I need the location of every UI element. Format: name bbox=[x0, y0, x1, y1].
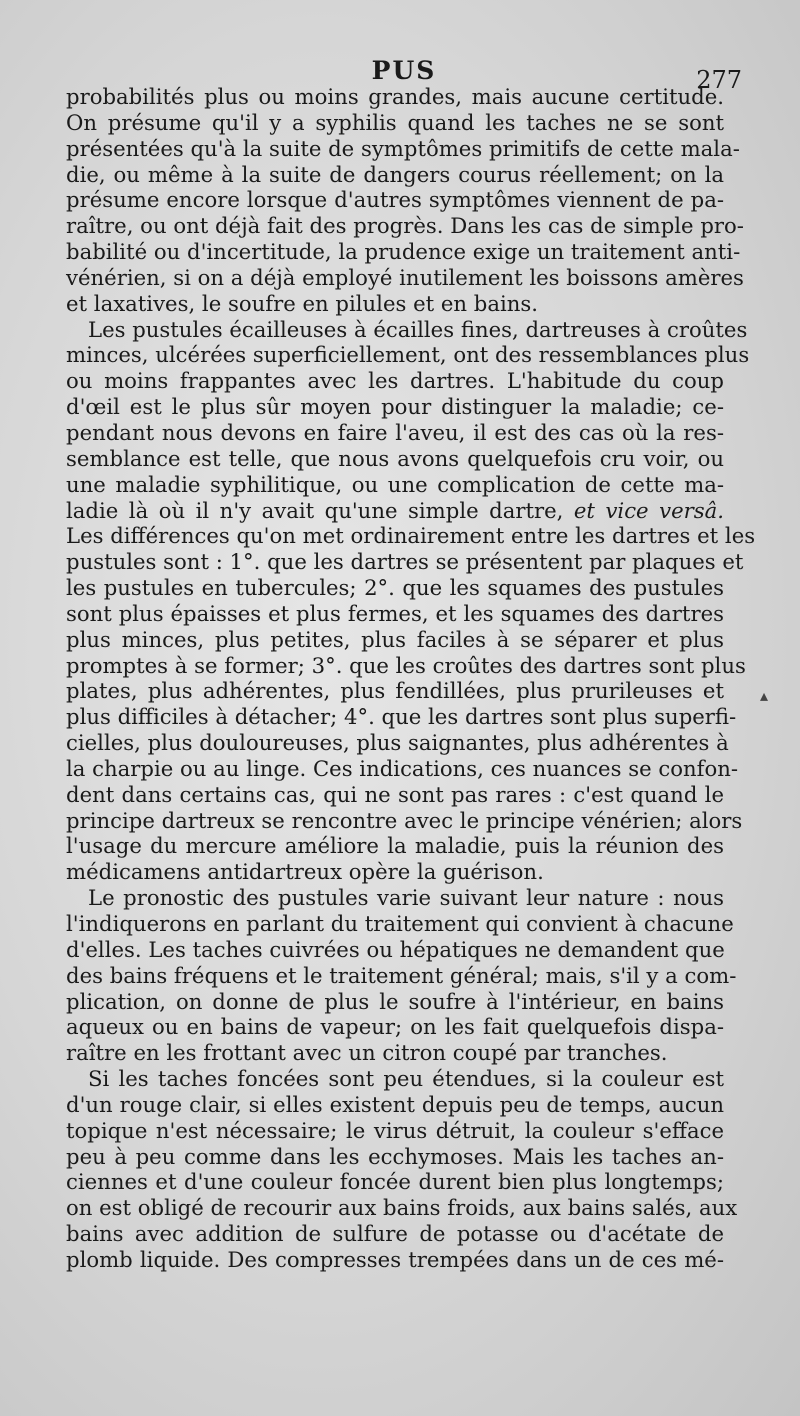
text-line bbox=[66, 420, 724, 446]
text-line bbox=[66, 472, 724, 498]
page-number: 277 bbox=[696, 66, 742, 94]
text-line bbox=[66, 1144, 724, 1170]
text-line-content: plication, on donne de plus le soufre à l'intérieur, en bains bbox=[66, 988, 724, 1014]
text-line-content: vénérien, si on a déjà employé inutilement les boissons amères bbox=[66, 264, 744, 290]
text-line-content: babilité ou d'incertitude, la prudence exige un traitement anti- bbox=[66, 239, 741, 265]
text-line bbox=[66, 601, 724, 627]
text-line-content: probabilités plus ou moins grandes, mais aucune certitude. bbox=[66, 84, 724, 109]
text-line bbox=[66, 110, 724, 136]
text-line bbox=[66, 911, 734, 937]
text-line bbox=[66, 1066, 724, 1092]
text-line-content: dent dans certains cas, qui ne sont pas rares : c'est quand le bbox=[66, 781, 724, 807]
text-line-content: peu à peu comme dans les ecchymoses. Mais les taches an- bbox=[66, 1143, 724, 1169]
text-line bbox=[66, 162, 724, 188]
text-line bbox=[66, 989, 724, 1015]
text-line-content: ladie là où il n'y avait qu'une simple dartre, bbox=[66, 497, 574, 523]
text-line-content: die, ou même à la suite de dangers courus réellement; on la bbox=[66, 161, 724, 187]
text-line bbox=[66, 291, 724, 317]
text-line-content: bains avec addition de sulfure de potasse ou d'acétate de bbox=[66, 1221, 724, 1247]
text-line-content: l'indiquerons en parlant du traitement qui convient à chacune bbox=[66, 911, 734, 936]
text-line bbox=[66, 135, 740, 162]
text-line bbox=[66, 678, 724, 704]
text-line bbox=[66, 652, 746, 679]
text-line-content: semblance est telle, que nous avons quelquefois cru voir, ou bbox=[66, 445, 724, 471]
text-line-content: minces, ulcérées superficiellement, ont des ressemblances plus bbox=[66, 342, 750, 368]
text-line-content: Le pronostic des pustules varie suivant leur nature : nous bbox=[88, 885, 724, 911]
text-line-content: topique n'est nécessaire; le virus détruit, la couleur s'efface bbox=[66, 1117, 724, 1143]
text-line-content: On présume qu'il y a syphilis quand les taches ne se sont bbox=[66, 109, 724, 135]
text-line-content: la charpie ou au linge. Ces indications, ces nuances se confon- bbox=[66, 755, 739, 781]
text-line-content: raître, ou ont déjà fait des progrès. Dans les cas de simple pro- bbox=[66, 213, 744, 239]
text-line-content: l'usage du mercure améliore la maladie, puis la réunion des bbox=[66, 833, 724, 859]
text-line-content: Les différences qu'on met ordinairement entre les dartres et les bbox=[66, 523, 756, 549]
text-line-content: présume encore lorsque d'autres symptômes viennent de pa- bbox=[66, 187, 724, 213]
body-text bbox=[66, 84, 756, 1273]
text-line bbox=[66, 1247, 724, 1273]
text-line-content: on est obligé de recourir aux bains froids, aux bains salés, aux bbox=[66, 1195, 738, 1221]
text-line-content: et laxatives, le soufre en pilules et en bains. bbox=[66, 290, 539, 316]
text-line bbox=[66, 859, 724, 885]
text-line bbox=[66, 239, 741, 265]
text-line-content: les pustules en tubercules; 2°. que les squames des pustules bbox=[66, 575, 724, 601]
text-line-content: principe dartreux se rencontre avec le principe vénérien; alors bbox=[66, 807, 743, 833]
text-line bbox=[66, 1118, 724, 1144]
text-line-content: plomb liquide. Des compresses trempées dans un de ces mé- bbox=[66, 1246, 724, 1272]
text-line bbox=[66, 1040, 724, 1066]
text-line bbox=[66, 264, 744, 291]
running-head: PUS bbox=[371, 56, 437, 85]
text-line-content: plus minces, plus petites, plus faciles à se séparer et plus bbox=[66, 626, 724, 652]
text-line bbox=[66, 704, 737, 730]
text-line bbox=[66, 782, 724, 808]
text-line-content: pendant nous devons en faire l'aveu, il est des cas où la res- bbox=[66, 419, 724, 445]
text-line bbox=[66, 368, 724, 394]
text-line-content: ou moins frappantes avec les dartres. L'habitude du coup bbox=[66, 368, 724, 394]
text-line-content: cielles, plus douloureuses, plus saignantes, plus adhérentes à bbox=[66, 730, 729, 756]
text-line-italic: et vice versâ. bbox=[573, 497, 724, 523]
text-line-content: plates, plus adhérentes, plus fendillées, plus prurileuses et bbox=[66, 678, 724, 704]
text-line-content: d'un rouge clair, si elles existent depuis peu de temps, aucun bbox=[66, 1091, 724, 1117]
text-line-content: Les pustules écailleuses à écailles fines, dartreuses à croûtes bbox=[88, 316, 748, 342]
text-line bbox=[66, 316, 748, 343]
text-line-content: promptes à se former; 3°. que les croûtes des dartres sont plus bbox=[66, 652, 746, 678]
text-line bbox=[66, 1092, 724, 1118]
text-line bbox=[66, 937, 724, 963]
text-line-content: Si les taches foncées sont peu étendues, si la couleur est bbox=[88, 1066, 724, 1092]
text-line-content: d'elles. Les taches cuivrées ou hépatiques ne demandent que bbox=[66, 936, 725, 962]
margin-mark: ▴ bbox=[760, 686, 769, 705]
text-line-content: d'œil est le plus sûr moyen pour distinguer la maladie; ce- bbox=[66, 394, 724, 420]
text-line bbox=[66, 549, 744, 575]
text-line bbox=[66, 446, 724, 472]
text-line-content: sont plus épaisses et plus fermes, et les squames des dartres bbox=[66, 600, 724, 626]
text-line-content: des bains fréquens et le traitement général; mais, s'il y a com- bbox=[66, 962, 737, 988]
text-line-content: aqueux ou en bains de vapeur; on les fait quelquefois dispa- bbox=[66, 1014, 724, 1040]
text-line bbox=[66, 84, 724, 110]
text-line bbox=[66, 1014, 724, 1040]
text-line bbox=[66, 730, 729, 756]
text-line bbox=[66, 523, 756, 549]
text-line-content: pustules sont : 1°. que les dartres se présentent par plaques et bbox=[66, 549, 744, 575]
text-line bbox=[66, 1221, 724, 1247]
text-line-content: plus difficiles à détacher; 4°. que les dartres sont plus superfi- bbox=[66, 704, 737, 730]
text-line bbox=[66, 885, 724, 911]
text-line bbox=[66, 962, 737, 989]
text-line bbox=[66, 187, 724, 213]
text-line bbox=[66, 627, 724, 653]
text-line bbox=[66, 1169, 724, 1195]
text-line-content: présentées qu'à la suite de symptômes primitifs de cette mala- bbox=[66, 135, 740, 161]
text-line-content: médicamens antidartreux opère la guérison. bbox=[66, 859, 544, 885]
text-line bbox=[66, 755, 739, 782]
text-line bbox=[66, 342, 750, 368]
text-line bbox=[66, 1195, 738, 1221]
text-line-content: raître en les frottant avec un citron coupé par tranches. bbox=[66, 1040, 668, 1066]
text-line bbox=[66, 833, 724, 859]
text-line bbox=[66, 394, 724, 420]
text-line bbox=[66, 575, 724, 601]
text-line bbox=[66, 213, 744, 239]
text-line-content: ciennes et d'une couleur foncée durent bien plus longtemps; bbox=[66, 1169, 724, 1195]
text-line bbox=[66, 807, 743, 834]
text-line bbox=[66, 498, 724, 524]
text-line-content: une maladie syphilitique, ou une complication de cette ma- bbox=[66, 471, 724, 497]
